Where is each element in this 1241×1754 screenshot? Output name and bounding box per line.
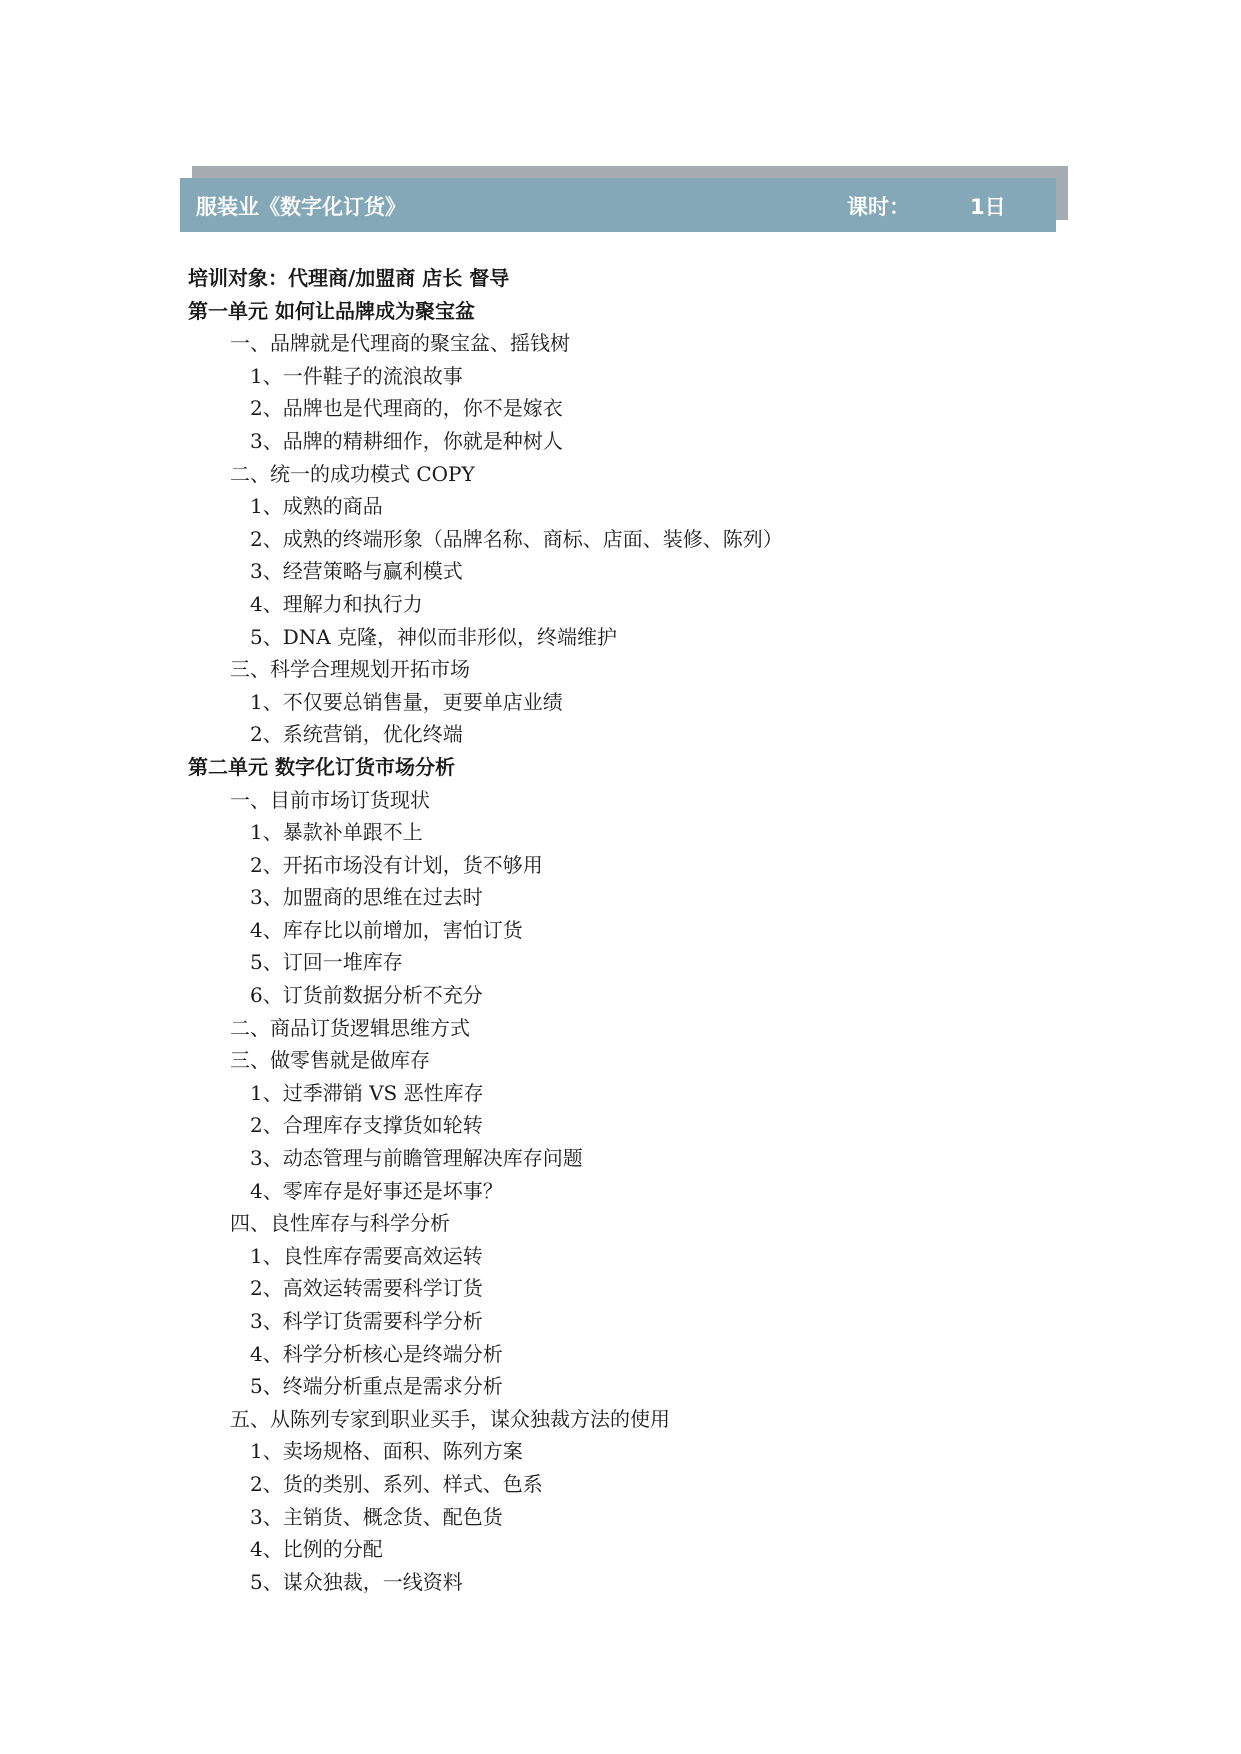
outline-topic: 四、良性库存与科学分析 <box>230 1211 450 1236</box>
outline-topic: 二、商品订货逻辑思维方式 <box>230 1015 470 1040</box>
outline-topic: 三、科学合理规划开拓市场 <box>230 657 470 682</box>
outline-item: 1、卖场规格、面积、陈列方案 <box>250 1439 523 1464</box>
outline-item: 5、终端分析重点是需求分析 <box>250 1374 503 1399</box>
outline-item: 2、品牌也是代理商的，你不是嫁衣 <box>250 396 563 421</box>
outline-item: 5、DNA 克隆，神似而非形似，终端维护 <box>250 624 618 649</box>
outline-item: 6、订货前数据分析不充分 <box>250 983 483 1008</box>
outline-topic: 五、从陈列专家到职业买手，谋众独裁方法的使用 <box>230 1406 670 1431</box>
section-heading: 培训对象：代理商/加盟商 店长 督导 <box>188 266 510 290</box>
outline-item: 4、比例的分配 <box>250 1537 383 1562</box>
outline-item: 1、过季滞销 VS 恶性库存 <box>250 1080 484 1105</box>
outline-item: 2、合理库存支撑货如轮转 <box>250 1113 483 1138</box>
outline-topic: 二、统一的成功模式 COPY <box>230 461 475 486</box>
outline-item: 3、科学订货需要科学分析 <box>250 1309 483 1333</box>
outline-topic: 一、目前市场订货现状 <box>230 787 430 812</box>
outline-item: 1、暴款补单跟不上 <box>250 820 423 845</box>
header-banner <box>180 178 1056 232</box>
outline-item: 2、系统营销，优化终端 <box>250 722 463 747</box>
course-outline <box>188 262 1068 1598</box>
outline-item: 3、主销货、概念货、配色货 <box>250 1504 503 1529</box>
outline-item: 4、科学分析核心是终端分析 <box>250 1341 503 1366</box>
outline-item: 2、成熟的终端形象（品牌名称、商标、店面、装修、陈列） <box>250 526 783 551</box>
outline-item: 1、良性库存需要高效运转 <box>250 1243 483 1268</box>
outline-item: 3、动态管理与前瞻管理解决库存问题 <box>250 1146 583 1171</box>
section-heading: 第二单元 数字化订货市场分析 <box>188 754 455 779</box>
outline-item: 1、一件鞋子的流浪故事 <box>250 363 463 388</box>
hours-label: 课时： <box>847 195 910 219</box>
outline-item: 3、经营策略与赢利模式 <box>250 559 463 584</box>
outline-item: 3、品牌的精耕细作，你就是种树人 <box>250 428 563 453</box>
outline-item: 3、加盟商的思维在过去时 <box>250 885 483 910</box>
outline-topic: 三、做零售就是做库存 <box>230 1048 430 1073</box>
outline-item: 5、谋众独裁，一线资料 <box>250 1569 463 1594</box>
hours-value: 1日 <box>970 195 1006 219</box>
outline-item: 1、不仅要总销售量，更要单店业绩 <box>250 689 563 714</box>
outline-item: 2、开拓市场没有计划，货不够用 <box>250 852 543 877</box>
course-title: 服装业《数字化订货》 <box>196 195 406 219</box>
outline-item: 1、成熟的商品 <box>250 494 383 519</box>
outline-item: 5、订回一堆库存 <box>250 950 403 975</box>
outline-item: 4、库存比以前增加，害怕订货 <box>250 917 523 942</box>
outline-item: 2、高效运转需要科学订货 <box>250 1276 483 1301</box>
section-heading: 第一单元 如何让品牌成为聚宝盆 <box>188 298 475 323</box>
outline-topic: 一、品牌就是代理商的聚宝盆、摇钱树 <box>230 331 570 356</box>
outline-item: 2、货的类别、系列、样式、色系 <box>250 1471 543 1496</box>
outline-item: 4、理解力和执行力 <box>250 591 423 616</box>
outline-item: 4、零库存是好事还是坏事？ <box>250 1178 503 1203</box>
